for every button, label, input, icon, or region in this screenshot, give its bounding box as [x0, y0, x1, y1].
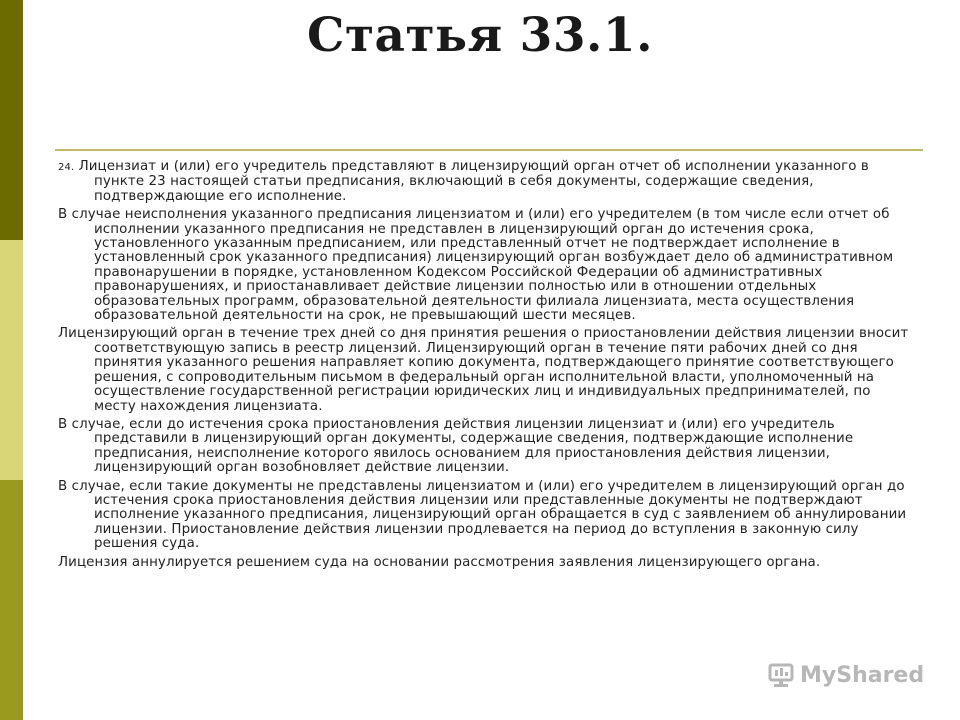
- paragraph: [58, 208, 913, 323]
- paragraph: [58, 327, 913, 413]
- paragraph-number: 24.: [58, 162, 75, 173]
- paragraph-text: В случае, если до истечения срока приостановления действия лицензии лицензиат и (или) его учредитель представили в лицензирующий орган документы, содержащие сведения, подтверждающие исполнение предписания, неисполнение которого явилось основанием для приостановления действия лицензии, лицензирующий орган возобновляет действие лицензии.: [58, 416, 854, 476]
- slide-body: [58, 160, 913, 574]
- presentation-icon: [768, 662, 794, 688]
- paragraph: [58, 556, 913, 570]
- paragraph: [58, 480, 913, 552]
- paragraph-24: [58, 160, 913, 204]
- paragraph-text: Лицензиат и (или) его учредитель представляют в лицензирующий орган отчет об исполнении указанного в пункте 23 настоящей статьи предписания, включающий в себя документы, содержащие сведения, подтверждающие его исполнение.: [78, 159, 869, 204]
- slide-title: Статья 33.1.: [307, 8, 653, 63]
- watermark-text: MyShared: [800, 662, 925, 688]
- paragraph-text: В случае, если такие документы не представлены лицензиатом и (или) его учредителем в лицензирующий орган до истечения срока приостановления действия лицензии или представленные документы не подтверждают исполнение указанного предписания, лицензирующий орган обращается в суд с заявлением об аннулировании лицензии. Приостановление действия лицензии продлевается на период до вступления в законную силу решения суда.: [58, 478, 907, 552]
- watermark: [768, 662, 924, 688]
- paragraph-text: Лицензия аннулируется решением суда на основании рассмотрения заявления лицензирующего органа.: [58, 554, 821, 570]
- paragraph-text: В случае неисполнения указанного предписания лицензиатом и (или) его учредителем (в том числе если отчет об исполнении указанного предписания не представлен в лицензирующий орган до истечения срока, установленного указанным предписанием, или представленный отчет не подтверждает исполнение в установленный срок указанного предписания) лицензирующий орган возбуждает дело об административном правонарушении в порядке, установленном Кодексом Российской Федерации об административных правонарушениях, и приостанавливает действие лицензии полностью или в отношении отдельных образовательных программ, образовательной деятельности филиала лицензиата, места осуществления образовательной деятельности на срок, не превышающий шести месяцев.: [58, 207, 894, 324]
- sidebar-block-light: [0, 240, 23, 480]
- paragraph-text: Лицензирующий орган в течение трех дней со дня принятия решения о приостановлении действия лицензии вносит соответствующую запись в реестр лицензий. Лицензирующий орган в течение пяти рабочих дней со дня принятия указанного решения направляет копию документа, подтверждающего принятие соответствующего решения, с сопроводительным письмом в федеральный орган исполнительной власти, уполномоченный на осуществление государственной регистрации юридических лиц и индивидуальных предпринимателей, по месту нахождения лицензиата.: [58, 326, 909, 414]
- title-divider: [55, 149, 923, 151]
- paragraph: [58, 418, 913, 476]
- sidebar-decoration: [0, 0, 23, 720]
- sidebar-block-mid: [0, 480, 23, 720]
